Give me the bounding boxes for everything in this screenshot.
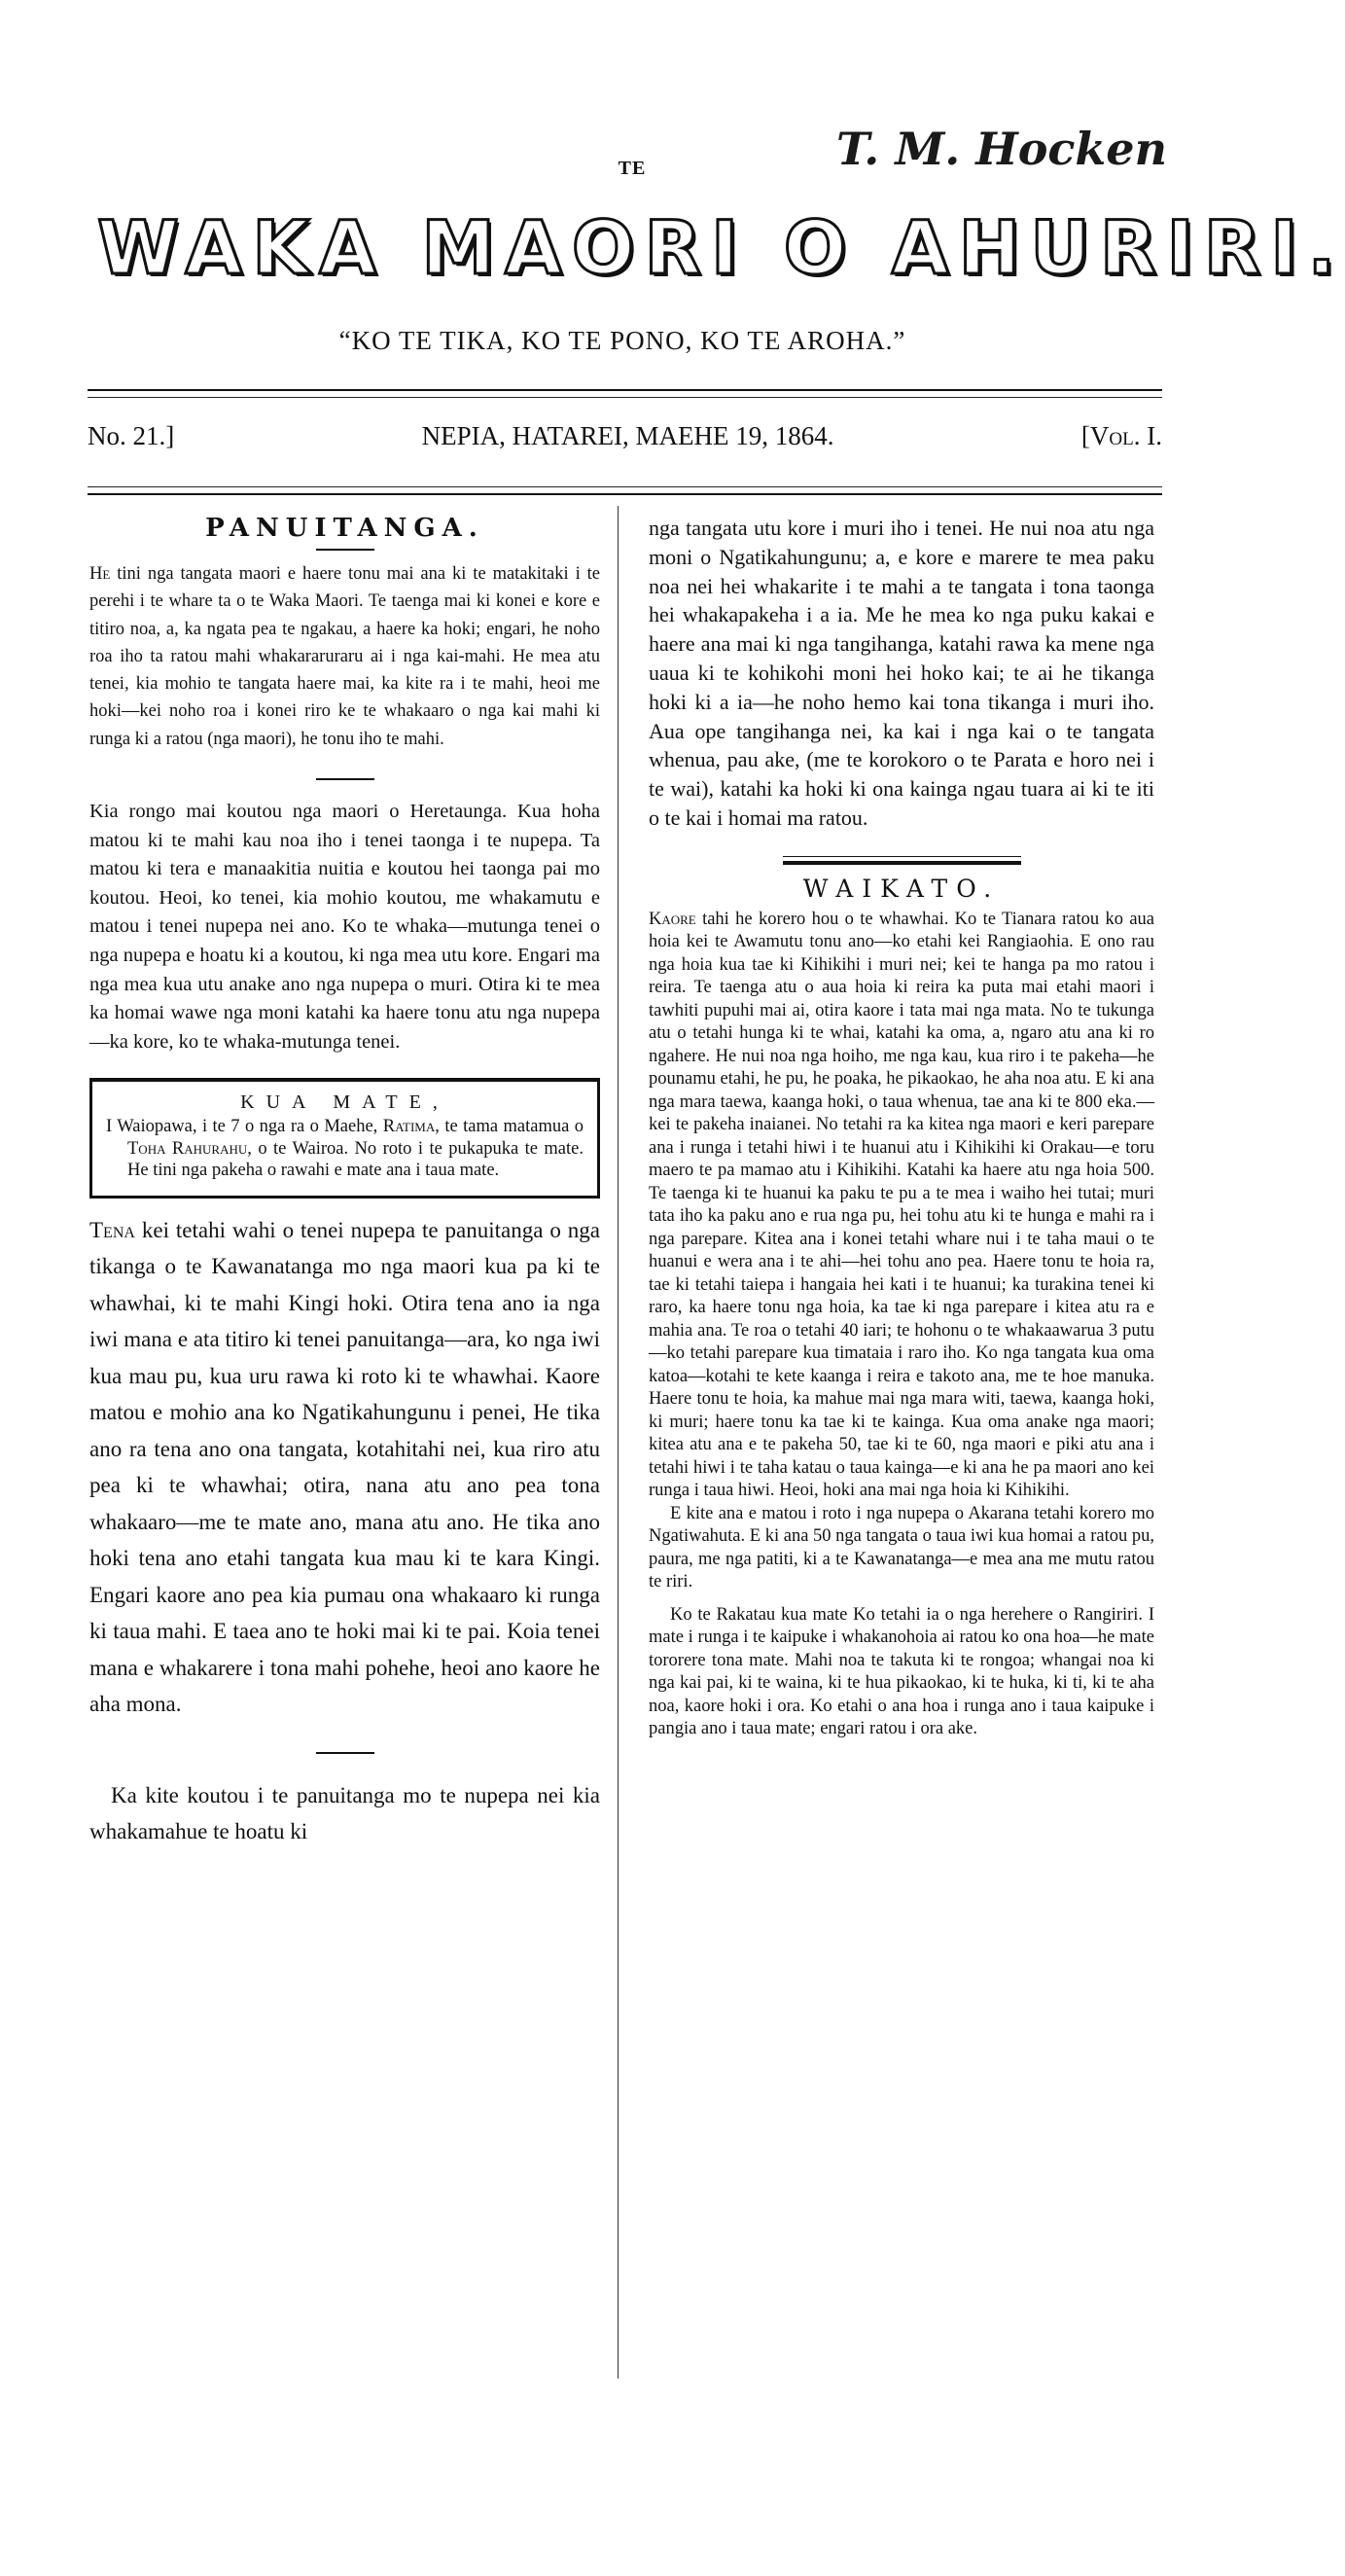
death-notice-body bbox=[106, 1116, 584, 1182]
left-column bbox=[89, 506, 600, 1850]
issue-dateline: NEPIA, HATAREI, MAEHE 19, 1864. bbox=[421, 421, 834, 450]
paragraph-text: tini nga tangata maori e haere tonu mai ana ki te matakitaki i te perehi i te whare ta o te Waka Maori. Te taenga mai ki konei e kore e titiro noa, a, ka ngata pea te ngakau, a haere ka hoki; engari, he noho roa iho ta ratou mahi whakararuraru ai i nga kai-mahi. He mea atu tenei, kia mohio te tangata haere mai, ka kite ra i te mahi, heoi me hoki—kei noho roa i konei riro ke te whakaaro o nga kai mahi ki runga ki a ratou (nga maori), he tonu iho te mahi. bbox=[89, 564, 600, 749]
notice-text: I Waiopawa, i te 7 o nga ra o Maehe, bbox=[106, 1117, 383, 1137]
section-rule bbox=[316, 1752, 374, 1754]
panuitanga-paragraph-2: Kia rongo mai koutou nga maori o Heretaunga. Kua hoha matou ki te mahi kau noa iho i tenei taonga i te nupepa. Ta matou ki tera e manaakitia nuitia e koutou hei taonga pai mo koutou. Heoi, ko tenei, kia mohio koutou, me whakamutu e matou i tenei nupepa nei ano. Ko te whaka—mutunga tenei o nga nupepa e hoatu ki a koutou, ki nga mea utu kore. Engari ma nga mea kua utu anake ano nga nupepa o muri. Otira ki te mea ka homai wawe nga moni katahi ka haere tonu atu nga nupepa—ka kore, ko te whaka-mutunga tenei. bbox=[89, 801, 600, 1053]
paragraph-lead: He bbox=[89, 564, 111, 584]
waikato-paragraph-3: Ko te Rakatau kua mate Ko tetahi ia o nga herehere o Rangiriri. I mate i runga i te kaipuke i whakanohoia ai ratou ko ona hoa—he mate tororere tona mate. Mahi noa te takuta ki te rongoa; whangai noa ki nga kai pai, ki te waina, ki te hua pikaokao, ki te huka, ki ti, ki te aha noa, kaore hoki i ora. Ko etahi o ana hoa i runga ano i taua kaipuke i pangia ano i taua mate; engari ratou i ora ake. bbox=[649, 1604, 1154, 1739]
section-rule bbox=[316, 549, 374, 551]
newspaper-motto: “KO TE TIKA, KO TE PONO, KO TE AROHA.” bbox=[338, 326, 906, 355]
issue-info-row bbox=[88, 416, 1162, 455]
header-rule-bottom-1 bbox=[88, 486, 1162, 487]
issue-number: No. 21.] bbox=[88, 421, 175, 450]
newspaper-title: WAKA MAORI O AHURIRI. bbox=[97, 204, 1345, 291]
notice-name: Ratima bbox=[382, 1117, 436, 1137]
paragraph-text: kei tetahi wahi o tenei nupepa te panuitanga o nga tikanga o te Kawanatanga mo nga maori kua pa ki te whawhai, ki te mahi Kingi hoki. Otira tena ano ia nga iwi mana e ata titiro ki tenei panuitanga—ara, ko nga iwi kua mau pu, kua uru rawa ki roto ki te whawhai. Kaore matou e mohio ana ko Ngatikahungunu i penei, He tika ano ra tena ano ona tangata, kotahitahi nei, kua riro atu pea ki te whawhai; otira, nana atu ano pea tona whakaaro—me te mate ano, mana atu ano. He tika ano hoki tena ano etahi tangata kua mau ki te kara Kingi. Engari kaore ano pea kia pumau ona whakaaro ki runga ki taua mahi. E taea ano te hoki mai ki te pai. Koia tenei mana e whakarere i tona mahi pohehe, heoi ano kaore he aha mona. bbox=[89, 1217, 600, 1717]
right-column bbox=[649, 506, 1154, 1741]
waikato-paragraph-1 bbox=[649, 909, 1154, 1503]
death-notice-box bbox=[89, 1078, 600, 1199]
section-title-panuitanga: PANUITANGA. bbox=[205, 514, 484, 543]
continuation-paragraph: nga tangata utu kore i muri iho i tenei. He nui noa atu nga moni o Ngatikahungunu; a, e kore e marere te mea paku noa nei hei whakarite i te mahi a te tangata i tona taonga hei whakapakeha i a ia. Me he mea ko nga puku kakai e haere ana mai ki nga tangihanga, katahi rawa ka mene nga uaua ki te kohikohi moni hei hoko kai; te ai he tikanga hoki ki a ia—he noho hemo kai tona tikanga i muri iho. Aua ope tangihanga nei, ka kai i nga kai o te tangata whenua, pau ake, (me te korokoro o te Parata e horo nei i te wai), katahi ka hoki ki ona kainga ngau tuara ai ki te iti o te kai i homai ma ratou. bbox=[649, 516, 1154, 830]
column-divider bbox=[618, 506, 619, 2379]
panuitanga-paragraph-1 bbox=[89, 560, 600, 753]
tena-paragraph bbox=[89, 1212, 600, 1723]
notice-text: , te tama matamua o bbox=[435, 1117, 584, 1137]
notice-name: Toha Rahurahu bbox=[127, 1138, 248, 1159]
death-notice-title: KUA MATE, bbox=[240, 1091, 449, 1114]
handwritten-signature: T. M. Hocken bbox=[836, 123, 1168, 175]
waikato-paragraph-2: E kite ana e matou i roto i nga nupepa o Akarana tetahi korero mo Ngatiwahuta. E ki ana 50 nga tangata o taua iwi kua homai a ratou pu, paura, me nga patiti, ki a te Kawanatanga—e mea ana me mutu ratou te riri. bbox=[649, 1503, 1154, 1592]
section-double-rule bbox=[783, 856, 1021, 865]
notice-text: , o te Wairoa. No roto i te pukapuka te mate. He tini nga pakeha o rawahi e mate ana i taua mate. bbox=[127, 1138, 584, 1181]
masthead-article: TE bbox=[618, 158, 647, 179]
section-rule bbox=[316, 778, 374, 780]
header-rule-top-2 bbox=[88, 397, 1162, 398]
paragraph-lead: Tena bbox=[89, 1217, 135, 1242]
section-title-waikato: WAIKATO. bbox=[802, 874, 1001, 903]
paragraph-text: tahi he korero hou o te whawhai. Ko te Tianara ratou ko aua hoia kei te Awamutu tonu ano—ko etahi kei Rangiaohia. E ono rau nga hoia kua tae ki Kihikihi i muri nei; kei te hanga pa mo ratou i reira. Te taenga atu o aua hoia ki reira ka puta mai etahi maori i tawhiti pupuhi mai ai, otira kaore i tata mai nga mata. No te tukunga atu o tetahi hunga ki te whai, katahi ka oma, a, ngaro atu ana ki ro ngahere. He nui noa nga hoiho, me nga kau, kua riro i te pakeha—he pounamu etahi, he pu, he poaka, he pikaokao, he aha noa atu. E ki ana nga mara taewa, kaanga hoki, o taua whenua, tae ana ki te 800 eka.—kei te pakeha inaianei. No tetahi ra ka kitea nga maori e keri parepare ana i runga i tetahi hiwi i te huanui atu i Kihikihi ki Orakau—e toru maero te pa mamao atu i Kihikihi. Katahi ka haere atu nga hoia 500. Te taenga ki te huanui ka paku te pu a te mea i waiho hei tutai; muri tata iho ka paku ano e rua nga pu, hei tohu atu ki te hunga e mahi ra i nga parepare. Kitea ana i konei tetahi whare nui i te taha maui o te huanui e wera ana i te ahi—hei tohu ano pea. Haere tonu te hoia ra, tae ki tetahi taiepa i hangaia hei kati i te huanui; ka turakina tenei ki raro, ka haere tonu nga hoia, ka tae ki nga parepare i kitea atu ra e mahia ana. Te roa o tetahi 40 iari; te hohonu o te whakaawarua 3 putu—ko tetahi parepare kua timataia i raro iho. Ko nga tangata kua oma katoa—kotahi te kete kaanga i reira e takoto ana, me te hoe manuka. Haere tonu te hoia, ka mahue mai nga mara witi, taewa, kaanga hoki, ki muri; haere tonu ka tae ki te kainga. Kua oma anake nga maori; kitea atu ana e te pakeha 50, tae ki te 60, nga maori e piki atu ana i tetahi hiwi i te taha katau o taua kainga—e ki ana he pa maori ano kei runga i taua hiwi. Heoi, hoki ana mai nga hoia ki Kihikihi. bbox=[649, 909, 1154, 1501]
paragraph-lead: Kaore bbox=[649, 909, 696, 929]
ka-kite-paragraph: Ka kite koutou i te panuitanga mo te nupepa nei kia whakamahue te hoatu ki bbox=[89, 1782, 600, 1844]
header-rule-bottom-2 bbox=[88, 493, 1162, 495]
header-rule-top-1 bbox=[88, 389, 1162, 391]
issue-volume: [Vol. I. bbox=[1080, 421, 1162, 450]
